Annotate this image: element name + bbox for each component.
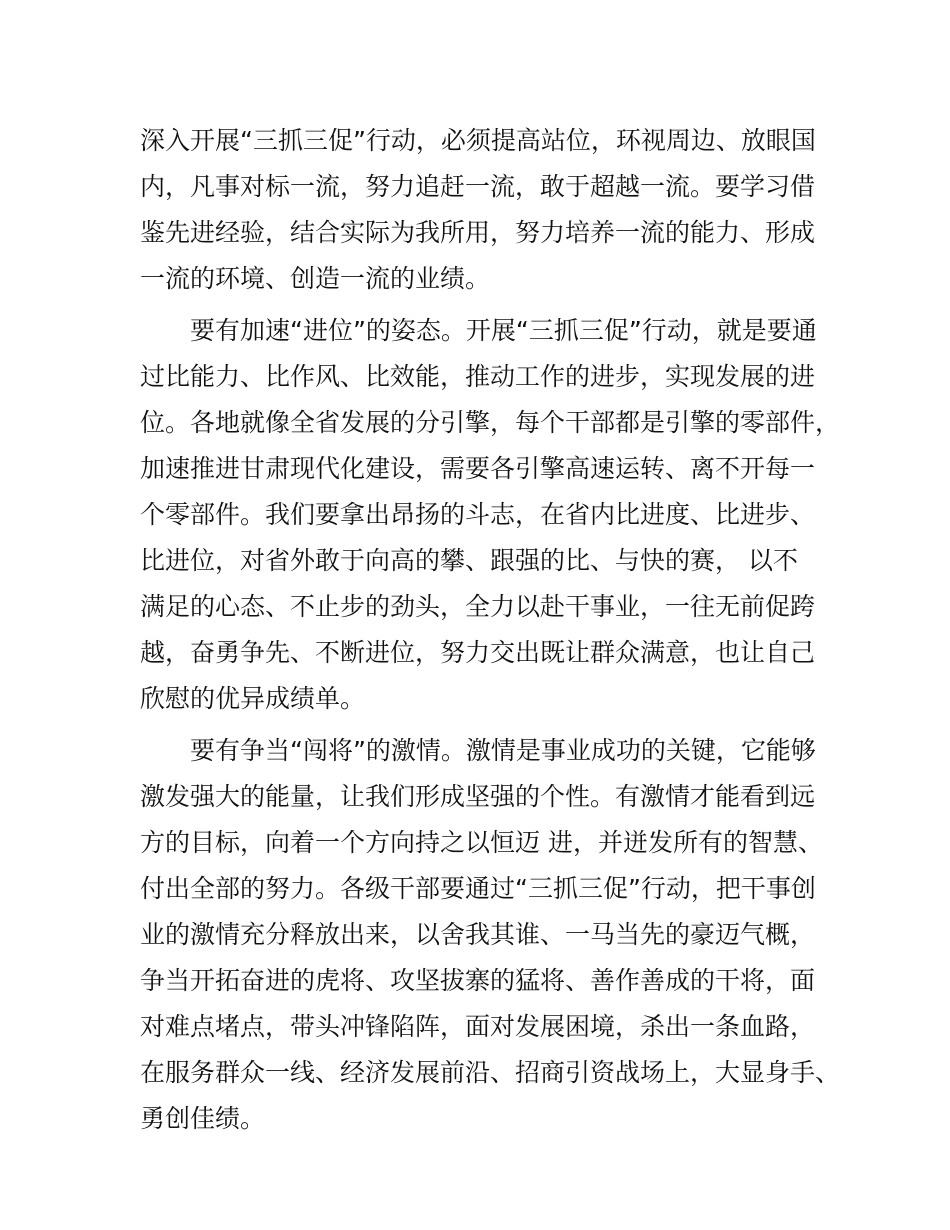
paragraph-line: 位。各地就像全省发展的分引擎，每个干部都是引擎的零部件， <box>140 408 841 437</box>
paragraph-line: 欣慰的优异成绩单。 <box>140 684 366 713</box>
paragraph-line: 鉴先进经验，结合实际为我所用，努力培养一流的能力、形成 <box>140 218 816 247</box>
paragraph-line: 加速推进甘肃现代化建设，需要各引擎高速运转、离不开每一 <box>140 454 816 483</box>
paragraph-2 <box>140 308 840 722</box>
paragraph-1 <box>140 118 840 302</box>
paragraph-line: 深入开展“三抓三促”行动，必须提高站位，环视周边、放眼国 <box>140 126 816 155</box>
paragraph-line: 对难点堵点，带头冲锋陷阵，面对发展困境，杀出一条血路， <box>140 1012 816 1041</box>
paragraph-3 <box>140 728 840 1142</box>
paragraph-line: 满足的心态、不止步的劲头，全力以赴干事业，一往无前促跨 <box>140 592 816 621</box>
paragraph-line: 付出全部的努力。各级干部要通过“三抓三促”行动，把干事创 <box>140 874 816 903</box>
paragraph-line: 内，凡事对标一流，努力追赶一流，敢于超越一流。要学习借 <box>140 172 816 201</box>
paragraph-line: 争当开拓奋进的虎将、攻坚拔寨的猛将、善作善成的干将，面 <box>140 966 816 995</box>
paragraph-line: 要有争当“闯将”的激情。激情是事业成功的关键，它能够 <box>190 736 816 765</box>
paragraph-line: 比进位，对省外敢于向高的攀、跟强的比、与快的赛， 以不 <box>140 546 798 575</box>
paragraph-line: 在服务群众一线、经济发展前沿、招商引资战场上，大显身手、 <box>140 1058 841 1087</box>
paragraph-line: 要有加速“进位”的姿态。开展“三抓三促”行动，就是要通 <box>190 316 817 345</box>
document-body <box>140 118 840 1142</box>
paragraph-line: 个零部件。我们要拿出昂扬的斗志，在省内比进度、比进步、 <box>140 500 816 529</box>
paragraph-line: 一流的环境、创造一流的业绩。 <box>140 264 491 293</box>
paragraph-line: 业的激情充分释放出来，以舍我其谁、一马当先的豪迈气概， <box>140 920 816 949</box>
paragraph-line: 方的目标，向着一个方向持之以恒迈 进，并迸发所有的智慧、 <box>140 828 823 857</box>
paragraph-line: 激发强大的能量，让我们形成坚强的个性。有激情才能看到远 <box>140 782 816 811</box>
paragraph-line: 越，奋勇争先、不断进位，努力交出既让群众满意，也让自己 <box>140 638 816 667</box>
paragraph-line: 过比能力、比作风、比效能，推动工作的进步，实现发展的进 <box>140 362 816 391</box>
paragraph-line: 勇创佳绩。 <box>140 1104 266 1133</box>
